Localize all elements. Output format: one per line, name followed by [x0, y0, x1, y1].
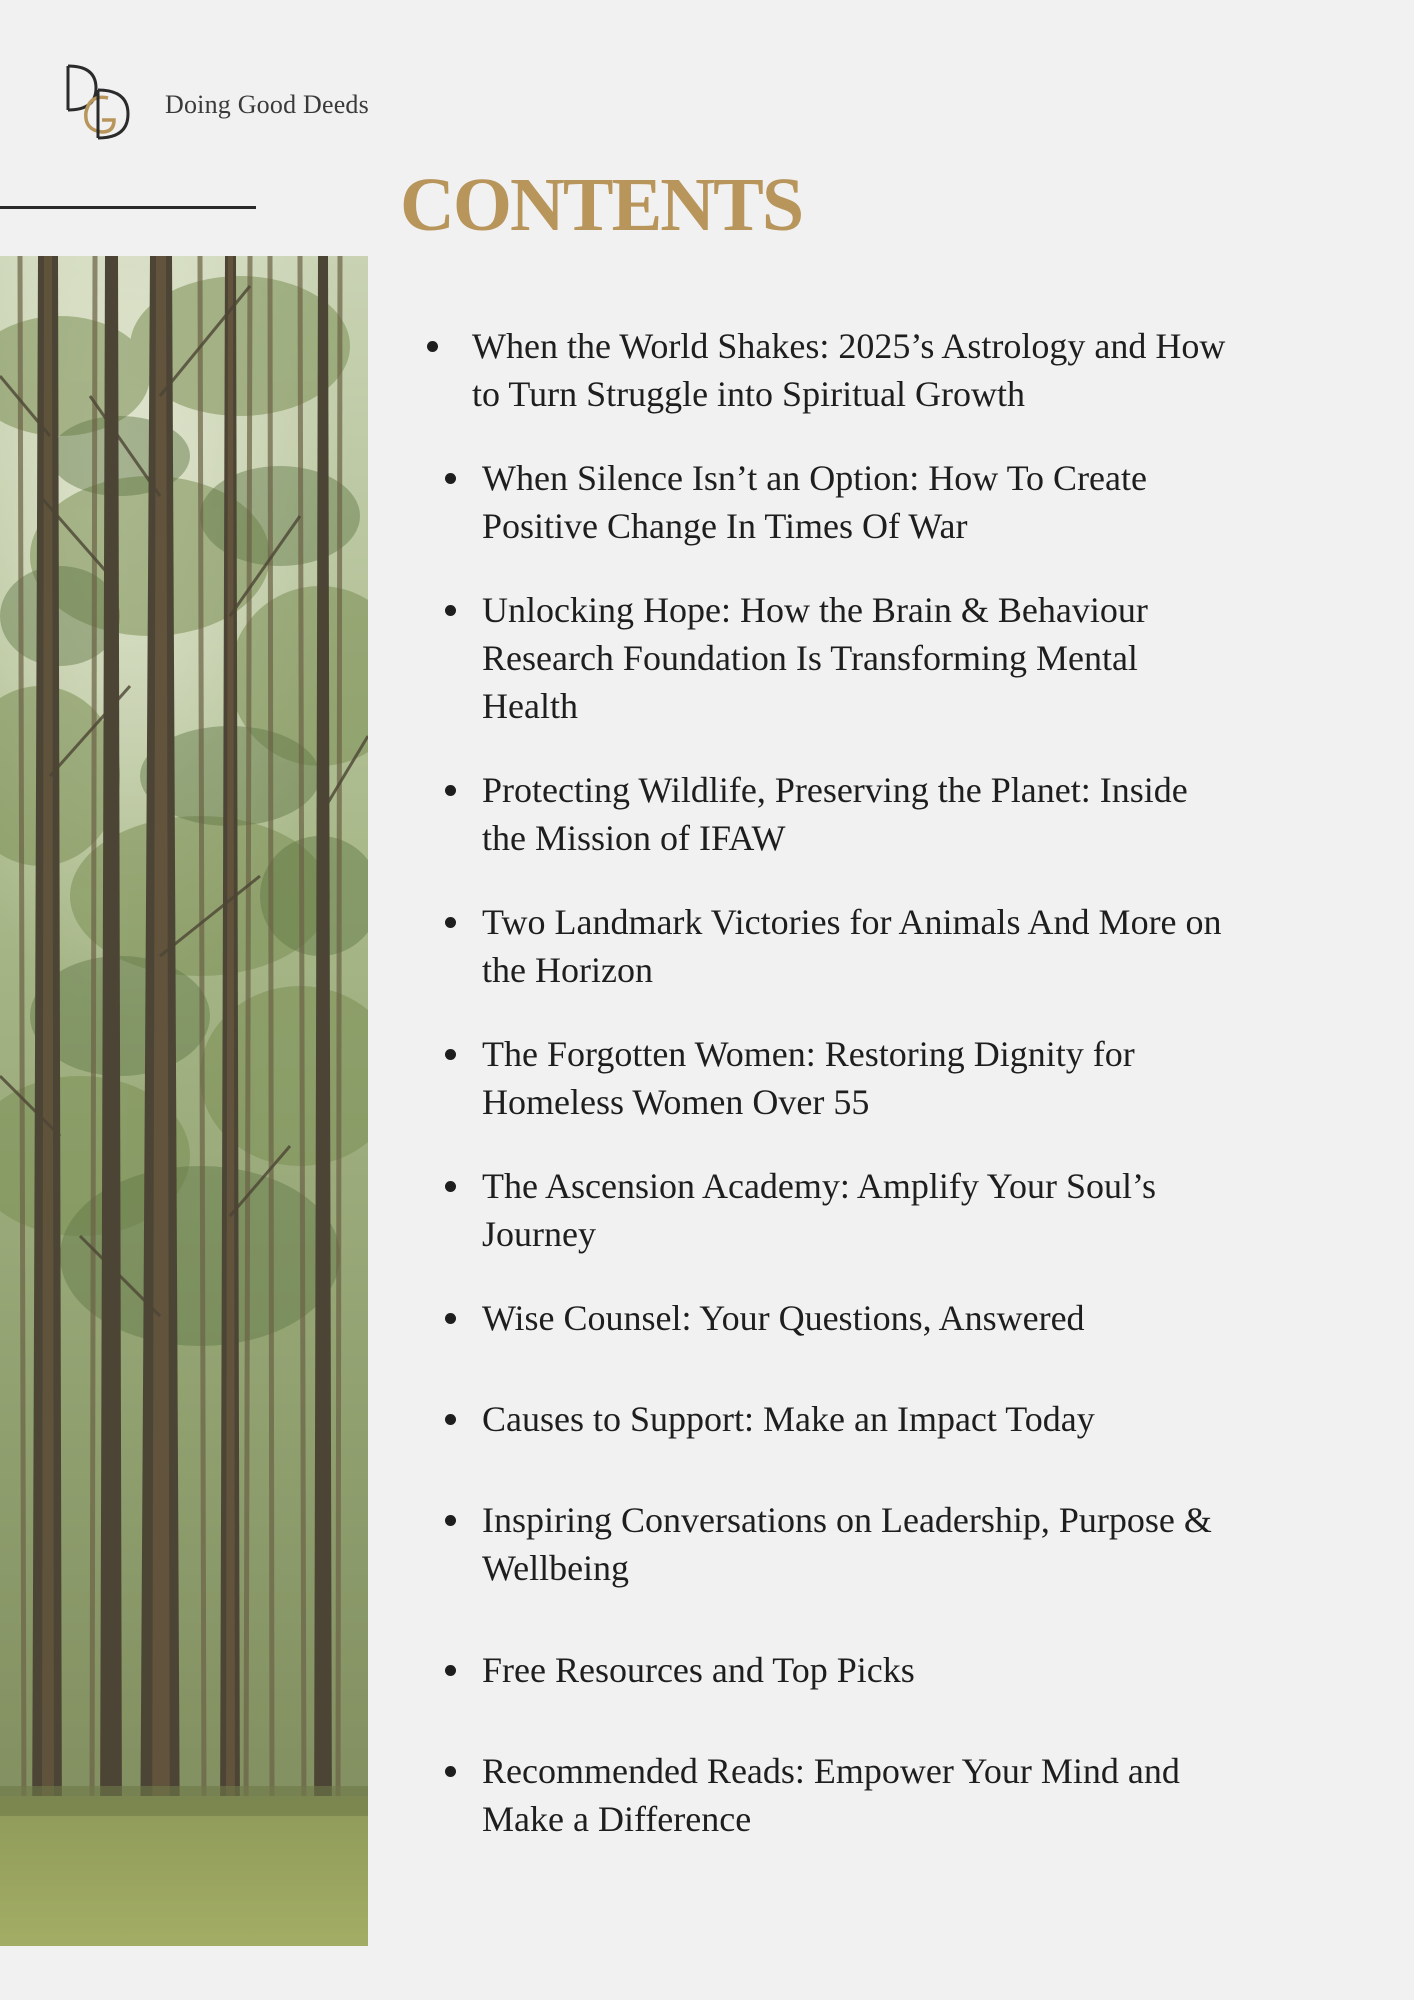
list-item[interactable]: [430, 1747, 1230, 1843]
list-item[interactable]: [430, 1162, 1230, 1258]
list-item[interactable]: [430, 898, 1230, 994]
list-item[interactable]: [430, 454, 1230, 550]
contents-item-title: When the World Shakes: 2025’s Astrology and How to Turn Struggle into Spiritual Growth: [472, 326, 1226, 414]
contents-item-title: The Ascension Academy: Amplify Your Soul’s Journey: [482, 1166, 1156, 1254]
bullet-icon: [445, 1181, 456, 1192]
list-item[interactable]: [430, 322, 1230, 418]
bullet-icon: [445, 1414, 456, 1425]
bullet-icon: [445, 1665, 456, 1676]
contents-item-title: Two Landmark Victories for Animals And More on the Horizon: [482, 902, 1222, 990]
bullet-icon: [445, 1313, 456, 1324]
forest-photo: [0, 256, 368, 1946]
list-item[interactable]: [430, 766, 1230, 862]
contents-item-title: Protecting Wildlife, Preserving the Planet: Inside the Mission of IFAW: [482, 770, 1188, 858]
list-item[interactable]: [430, 1294, 1230, 1342]
list-item[interactable]: [430, 1646, 1230, 1694]
bullet-icon: [445, 605, 456, 616]
list-item[interactable]: [430, 1030, 1230, 1126]
contents-item-title: The Forgotten Women: Restoring Dignity for Homeless Women Over 55: [482, 1034, 1135, 1122]
brand-name: Doing Good Deeds: [165, 90, 369, 119]
bullet-icon: [445, 1049, 456, 1060]
bullet-icon: [445, 1766, 456, 1777]
bullet-icon: [445, 917, 456, 928]
contents-item-title: Unlocking Hope: How the Brain & Behaviour Research Foundation Is Transforming Mental Health: [482, 590, 1148, 726]
contents-item-title: Recommended Reads: Empower Your Mind and Make a Difference: [482, 1751, 1180, 1839]
list-item[interactable]: [430, 586, 1230, 730]
contents-item-title: Wise Counsel: Your Questions, Answered: [482, 1298, 1085, 1338]
contents-item-title: Inspiring Conversations on Leadership, Purpose & Wellbeing: [482, 1500, 1212, 1588]
brand-logo: [62, 60, 134, 140]
contents-item-title: Causes to Support: Make an Impact Today: [482, 1399, 1095, 1439]
list-item[interactable]: [430, 1496, 1230, 1592]
header-divider: [0, 206, 256, 209]
contents-item-title: Free Resources and Top Picks: [482, 1650, 915, 1690]
logo-monogram-icon: [62, 60, 134, 140]
page-title: CONTENTS: [400, 163, 803, 247]
list-item[interactable]: [430, 1395, 1230, 1443]
bullet-icon: [445, 785, 456, 796]
bullet-icon: [445, 1515, 456, 1526]
forest-image: [0, 256, 368, 1946]
bullet-icon: [427, 341, 438, 352]
contents-item-title: When Silence Isn’t an Option: How To Create Positive Change In Times Of War: [482, 458, 1147, 546]
bullet-icon: [445, 473, 456, 484]
